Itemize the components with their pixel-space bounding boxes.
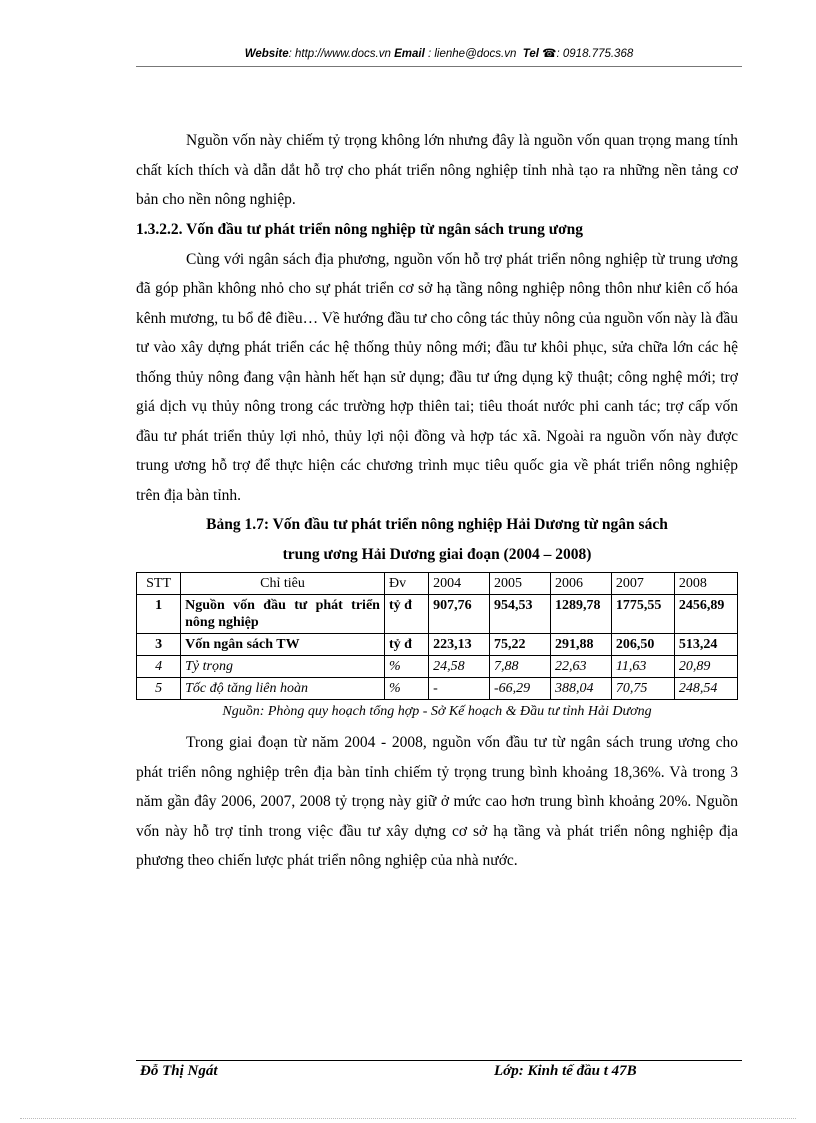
data-table (136, 572, 738, 700)
table-cell: -66,29 (490, 678, 551, 700)
table-cell: tỷ đ (384, 595, 428, 634)
table-cell: 24,58 (429, 656, 490, 678)
table-cell: - (429, 678, 490, 700)
footer-author: Đỗ Thị Ngát (140, 1063, 218, 1079)
table-cell: 22,63 (550, 656, 611, 678)
table-source: Nguồn: Phòng quy hoạch tổng hợp - Sở Kế hoạch & Đầu tư tỉnh Hải Dương (222, 704, 652, 719)
email-label: Email (394, 48, 425, 60)
table-cell: 206,50 (611, 634, 674, 656)
table-cell: 223,13 (429, 634, 490, 656)
table-cell: 7,88 (490, 656, 551, 678)
table-cell: % (384, 678, 428, 700)
table-cell: 954,53 (490, 595, 551, 634)
paragraph-3: Trong giai đoạn từ năm 2004 - 2008, nguồn vốn đầu tư từ ngân sách trung ương cho phát triển nông nghiệp trên địa bàn tỉnh chiếm tỷ trọng trung bình khoảng 18,36%. Và trong 3 năm gần đây 2006, 2007, 2008 tỷ trọng này giữ ở mức cao hơn trung bình khoảng 20%. Nguồn vốn này hỗ trợ tỉnh trong việc đầu tư xây dựng cơ sở hạ tầng và phát triển nông nghiệp địa phương theo chiến lược phát triển nông nghiệp của nhà nước. (136, 734, 738, 869)
table-caption (136, 510, 738, 570)
header-cell: Chỉ tiêu (181, 573, 385, 595)
table-cell: 248,54 (674, 678, 737, 700)
table-cell: Tốc độ tăng liên hoàn (181, 678, 385, 700)
footer-class: Lớp: Kinh tế đầu t 47B (494, 1063, 637, 1079)
table-caption-line-1: Bảng 1.7: Vốn đầu tư phát triển nông nghiệp Hải Dương từ ngân sách (206, 516, 668, 533)
table-header-row (137, 573, 738, 595)
website-label: Website (244, 48, 289, 60)
table-row (137, 634, 738, 656)
table-cell: 20,89 (674, 656, 737, 678)
table-row (137, 595, 738, 634)
header-cell: Đv (384, 573, 428, 595)
table-cell: 3 (137, 634, 181, 656)
table-cell: Tỷ trọng (181, 656, 385, 678)
table-cell: % (384, 656, 428, 678)
table-cell: 2456,89 (674, 595, 737, 634)
table-cell: tỷ đ (384, 634, 428, 656)
table-cell: 11,63 (611, 656, 674, 678)
table-row (137, 656, 738, 678)
header-divider (136, 66, 742, 67)
page-content (136, 126, 738, 876)
table-caption-line-2: trung ương Hải Dương giai đoạn (2004 – 2008) (282, 546, 592, 563)
table-cell: 1 (137, 595, 181, 634)
footer-divider (136, 1060, 742, 1061)
table-cell: 388,04 (550, 678, 611, 700)
header-cell: 2007 (611, 573, 674, 595)
header-cell: 2008 (674, 573, 737, 595)
header-cell: 2006 (550, 573, 611, 595)
header-cell: STT (137, 573, 181, 595)
phone-icon: ☎ (542, 48, 557, 60)
tel-label: Tel (522, 48, 539, 60)
header-cell: 2005 (490, 573, 551, 595)
email-value: : lienhe@docs.vn (427, 48, 517, 60)
table-cell: 5 (137, 678, 181, 700)
website-value: : http://www.docs.vn (288, 48, 391, 60)
table-cell: 1775,55 (611, 595, 674, 634)
page-header (136, 46, 742, 60)
page-bottom-border (20, 1118, 796, 1119)
table-cell: 291,88 (550, 634, 611, 656)
section-heading: 1.3.2.2. Vốn đầu tư phát triển nông nghiệp từ ngân sách trung ương (136, 220, 584, 238)
table-cell: Vốn ngân sách TW (181, 634, 385, 656)
table-cell: 4 (137, 656, 181, 678)
table-cell: 513,24 (674, 634, 737, 656)
paragraph-2: Cùng với ngân sách địa phương, nguồn vốn hỗ trợ phát triển nông nghiệp từ trung ương đã góp phần không nhỏ cho sự phát triển cơ sở hạ tầng nông nghiệp nông thôn như kiên cố hóa kênh mương, tu bổ đê điều… Về hướng đầu tư cho công tác thủy nông của nguồn vốn này là đầu tư vào xây dựng phát triển các hệ thống thủy nông mới; đầu tư khôi phục, sửa chữa lớn các hệ thống thủy nông đang vận hành hết hạn sử dụng; đầu tư ứng dụng kỹ thuật; công nghệ mới; trợ giá dịch vụ thủy nông trong các trường hợp thiên tai; tiêu thoát nước phi canh tác; trợ cấp vốn đầu tư phát triển thủy lợi nhỏ, thủy lợi nội đồng và hợp tác xã. Ngoài ra nguồn vốn này được trung ương hỗ trợ để thực hiện các chương trình mục tiêu quốc gia về phát triển nông nghiệp trên địa bàn tỉnh. (136, 250, 738, 504)
table-cell: 1289,78 (550, 595, 611, 634)
paragraph-1: Nguồn vốn này chiếm tỷ trọng không lớn nhưng đây là nguồn vốn quan trọng mang tính chất kích thích và dẫn dắt hỗ trợ cho phát triển nông nghiệp tỉnh nhà tạo ra những nền tảng cơ bản cho nền nông nghiệp. (136, 132, 738, 208)
table-cell: 70,75 (611, 678, 674, 700)
table-cell: 75,22 (490, 634, 551, 656)
header-cell: 2004 (429, 573, 490, 595)
tel-value: : 0918.775.368 (556, 48, 634, 60)
table-cell: 907,76 (429, 595, 490, 634)
table-row (137, 678, 738, 700)
table-cell: Nguồn vốn đầu tư phát triển nông nghiệp (181, 595, 385, 634)
